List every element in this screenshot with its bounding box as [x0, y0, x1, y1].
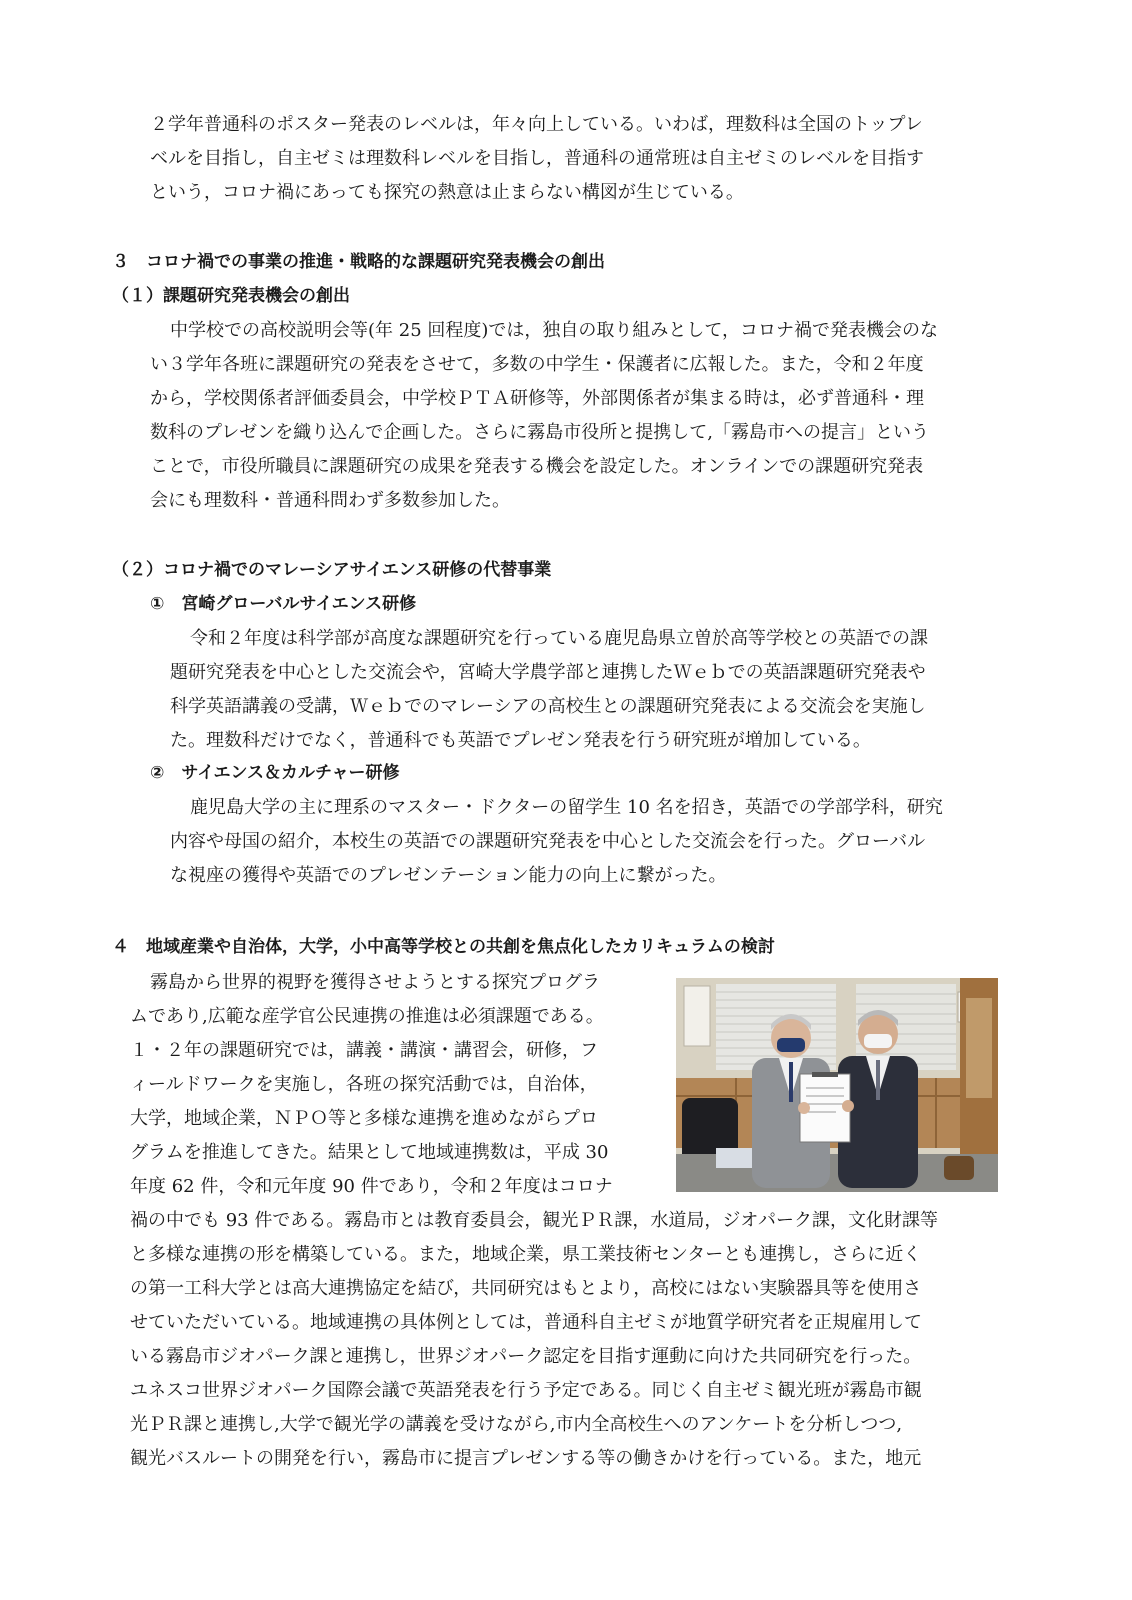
section-3-2-heading: （２）コロナ禍でのマレーシアサイエンス研修の代替事業 [112, 560, 552, 580]
section-3-1-line-5: ことで，市役所職員に課題研究の成果を発表する機会を設定した。オンラインでの課題研究発表 [150, 456, 924, 477]
section-4-wrap-line-4: ィールドワークを実施し，各班の探究活動では，自治体， [130, 1074, 598, 1095]
item-1-line-4: た。理数科だけでなく，普通科でも英語でプレゼン発表を行う研究班が増加している。 [170, 730, 871, 751]
intro-line-2: ベルを目指し，自主ゼミは理数科レベルを目指し，普通科の通常班は自主ゼミのレベルを目指す [150, 148, 924, 169]
item-1-heading: ① 宮崎グローバルサイエンス研修 [150, 594, 417, 614]
item-1-line-2: 題研究発表を中心とした交流会や，宮崎大学農学部と連携したＷｅｂでの英語課題研究発表や [170, 662, 926, 683]
section-4-line-5: いる霧島市ジオパーク課と連携し，世界ジオパーク認定を目指す運動に向けた共同研究を行った。 [130, 1346, 922, 1367]
section-4-line-3: の第一工科大学とは高大連携協定を結び，共同研究はもとより，高校にはない実験器具等を使用さ [130, 1278, 922, 1299]
section-3-1-line-4: 数科のプレゼンを織り込んで企画した。さらに霧島市役所と提携して,「霧島市への提言」という [150, 422, 929, 443]
agreement-signing-photo [676, 978, 998, 1192]
section-4-wrap-line-3: １・２年の課題研究では，講義・講演・講習会，研修，フ [130, 1040, 598, 1061]
item-2-line-2: 内容や母国の紹介，本校生の英語での課題研究発表を中心とした交流会を行った。グローバル [170, 831, 926, 852]
section-3-1-line-3: から，学校関係者評価委員会，中学校ＰＴＡ研修等，外部関係者が集まる時は，必ず普通科・理 [150, 388, 924, 409]
section-4-heading: ４ 地域産業や自治体，大学，小中高等学校との共創を焦点化したカリキュラムの検討 [112, 937, 775, 957]
section-4-line-1: 禍の中でも 93 件である。霧島市とは教育委員会，観光ＰＲ課，水道局，ジオパーク課，文化財課等 [130, 1210, 938, 1231]
section-4-line-8: 観光バスルートの開発を行い，霧島市に提言プレゼンする等の働きかけを行っている。また，地元 [130, 1448, 922, 1469]
section-3-heading: ３ コロナ禍での事業の推進・戦略的な課題研究発表機会の創出 [112, 252, 605, 272]
item-2-line-3: な視座の獲得や英語でのプレゼンテーション能力の向上に繋がった。 [170, 865, 727, 886]
section-4-line-7: 光ＰＲ課と連携し,大学で観光学の講義を受けながら,市内全高校生へのアンケートを分析しつつ, [130, 1414, 903, 1435]
intro-line-3: という，コロナ禍にあっても探究の熱意は止まらない構図が生じている。 [150, 182, 744, 203]
intro-line-1: ２学年普通科のポスター発表のレベルは，年々向上している。いわば，理数科は全国のトップレ [150, 114, 923, 135]
section-4-wrap-line-6: グラムを推進してきた。結果として地域連携数は，平成 30 [130, 1142, 609, 1163]
item-1-line-1: 令和２年度は科学部が高度な課題研究を行っている鹿児島県立曽於高等学校との英語での課 [190, 628, 928, 649]
section-4-line-2: と多様な連携の形を構築している。また，地域企業，県工業技術センターとも連携し，さらに近く [130, 1244, 922, 1265]
section-4-wrap-line-2: ムであり,広範な産学官公民連携の推進は必須課題である。 [130, 1006, 604, 1027]
item-2-line-1: 鹿児島大学の主に理系のマスター・ドクターの留学生 10 名を招き，英語での学部学科，研究 [190, 797, 943, 818]
section-4-wrap-line-5: 大学，地域企業，ＮＰＯ等と多様な連携を進めながらプロ [130, 1108, 598, 1129]
section-4-wrap-line-7: 年度 62 件，令和元年度 90 件であり，令和２年度はコロナ [130, 1176, 613, 1197]
photo-illustration [676, 978, 998, 1192]
section-4-line-6: ユネスコ世界ジオパーク国際会議で英語発表を行う予定である。同じく自主ゼミ観光班が霧島市観 [130, 1380, 922, 1401]
item-1-line-3: 科学英語講義の受講，Ｗｅｂでのマレーシアの高校生との課題研究発表による交流会を実施し [170, 696, 926, 717]
section-3-1-line-1: 中学校での高校説明会等(年 25 回程度)では，独自の取り組みとして，コロナ禍で発表機会のな [170, 320, 939, 341]
section-3-1-line-2: い３学年各班に課題研究の発表をさせて，多数の中学生・保護者に広報した。また，令和２年度 [150, 354, 924, 375]
section-4-line-4: せていただいている。地域連携の具体例としては，普通科自主ゼミが地質学研究者を正規雇用して [130, 1312, 922, 1333]
section-3-1-heading: （１）課題研究発表機会の創出 [112, 286, 350, 306]
section-4-wrap-line-1: 霧島から世界的視野を獲得させようとする探究プログラ [150, 972, 600, 993]
item-2-heading: ② サイエンス＆カルチャー研修 [150, 763, 400, 783]
section-3-1-line-6: 会にも理数科・普通科問わず多数参加した。 [150, 490, 510, 511]
